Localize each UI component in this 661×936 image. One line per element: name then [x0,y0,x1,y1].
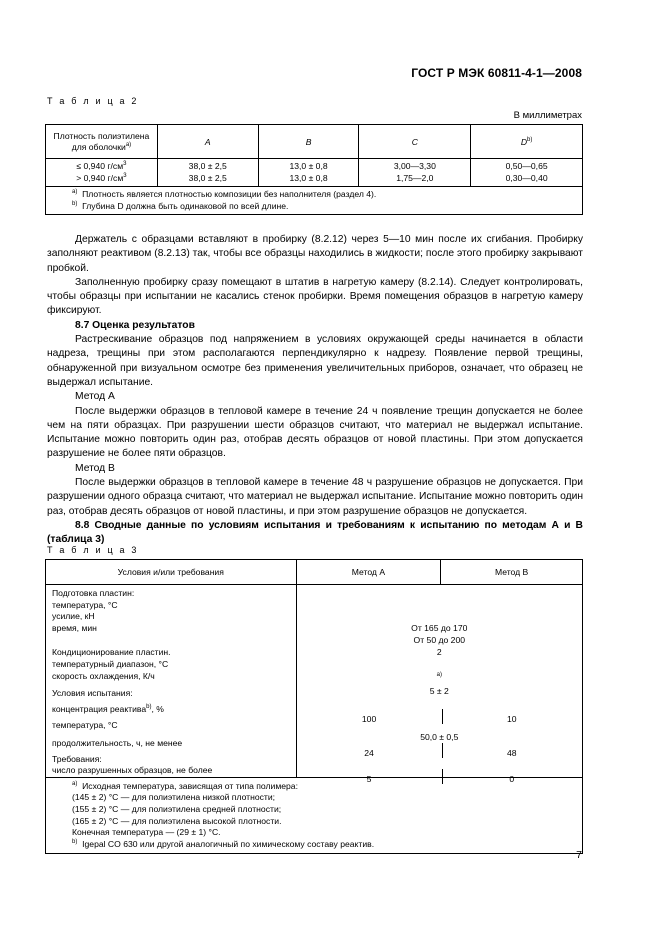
table2-head-b: B [258,125,359,159]
table2-units: В миллиметрах [513,110,582,121]
table3-notes: $^{a)}$ Исходная температура, зависящая от типа полимера: (145 ± 2) °С — для полиэтилена низкой плотности; (155 ± 2) °С — для полиэтилена средней плотности; (165 ± 2) °С — для полиэтилена высокой плотности. Конечная температура — (29 ± 1) °С. $^{b)}$ Igepal CO 630 или другой аналогичный по химическому составу реактив. [46,777,583,854]
table2-cell-c: 3,00—3,30 1,75—2,0 [359,159,471,187]
document-header: ГОСТ Р МЭК 60811-4-1—2008 [411,66,582,80]
table2-notes: $^{a)}$ Плотность является плотностью композиции без наполнителя (раздел 4). $^{b)}$ Глубина D должна быть одинаковой по всей длине. [46,187,583,215]
table2-head-density: Плотность полиэтилена для оболочки$^{a)}$ [46,125,158,159]
table2-label: Т а б л и ц а 2 [47,96,139,106]
table2-head-c: C [359,125,471,159]
paragraph: После выдержки образцов в тепловой камере в течение 24 ч появление трещин допускается не более чем на пяти образцах. При разрушении шести образцов считают, что материал не выдержал испытание. Испытание можно повторить один раз, отобрав десять образцов от новой пластины. При этом допускается разрушение не более пяти образцов. [47,405,583,460]
table2-row-density: ≤ 0,940 $г/см^3$ > 0,940 $г/см^3$ [46,159,158,187]
paragraph: Держатель с образцами вставляют в пробирку (8.2.12) через 5—10 мин после их сгибания. Пробирку заполняют реактивом (8.2.13) так, чтобы все образцы находились в жидкости; после этого пробирку закрывают пробкой. [47,234,583,274]
table3 [45,559,583,854]
method-b-label: Метод В [75,462,115,474]
paragraph: Заполненную пробирку сразу помещают в штатив в нагретую камеру (8.2.14). Следует контролировать, чтобы образцы при испытании не касались стенок пробирки. Время помещения образцов в нагретую камеру фиксируют. [47,276,583,317]
section-heading-8-8: 8.8 Сводные данные по условиям испытания и требованиям к испытанию по методам А и В (таблица 3) [47,519,583,546]
section-heading-8-7: 8.7 Оценка результатов [75,319,195,331]
table3-wrapper [45,559,583,849]
table3-head-method-b: Метод В [441,560,583,585]
page-number: 7 [576,849,582,861]
table2 [45,124,583,215]
table3-conditions: Подготовка пластин: температура, °С усилие, кН время, мин Кондиционирование пластин. температурный диапазон, °С скорость охлаждения, К/ч Условия испытания: концентрация реактива$^{b)}$, % температура, °С продолжительность, ч, не менее Требования: число разрушенных образцов, не более [46,585,297,778]
table3-head-conditions: Условия и/или требования [46,560,297,585]
table2-head-a: A [157,125,258,159]
table3-values: От 165 до 170 От 50 до 200 2 $^{a)}$ 5 ± 2 100 10 50,0 ± 0,5 24 48 5 0 [296,585,582,778]
body-text [47,233,583,548]
table2-cell-a: 38,0 ± 2,5 38,0 ± 2,5 [157,159,258,187]
table3-head-method-a: Метод А [296,560,441,585]
paragraph: После выдержки образцов в тепловой камере в течение 48 ч разрушение образцов не допускается. При разрушении одного образца считают, что материал не выдержал испытание. Испытание можно повторить один раз, отобрав десять образцов от новой пластины, и при этом разрушение образцов не допускается. [47,477,584,517]
paragraph: Растрескивание образцов под напряжением в условиях окружающей среды начинается в области надреза, трещины при этом располагаются перпендикулярно к надрезу. Появление первой трещины, обнаруженной при визуальном осмотре без применения увеличительных приборов, означает, что образец не выдержал испытание. [47,334,583,388]
table3-label: Т а б л и ц а 3 [47,545,139,555]
method-a-label: Метод А [75,391,115,403]
table2-cell-d: 0,50—0,65 0,30—0,40 [471,159,583,187]
table2-head-d: $D^{b)}$ [471,125,583,159]
table2-cell-b: 13,0 ± 0,8 13,0 ± 0,8 [258,159,359,187]
